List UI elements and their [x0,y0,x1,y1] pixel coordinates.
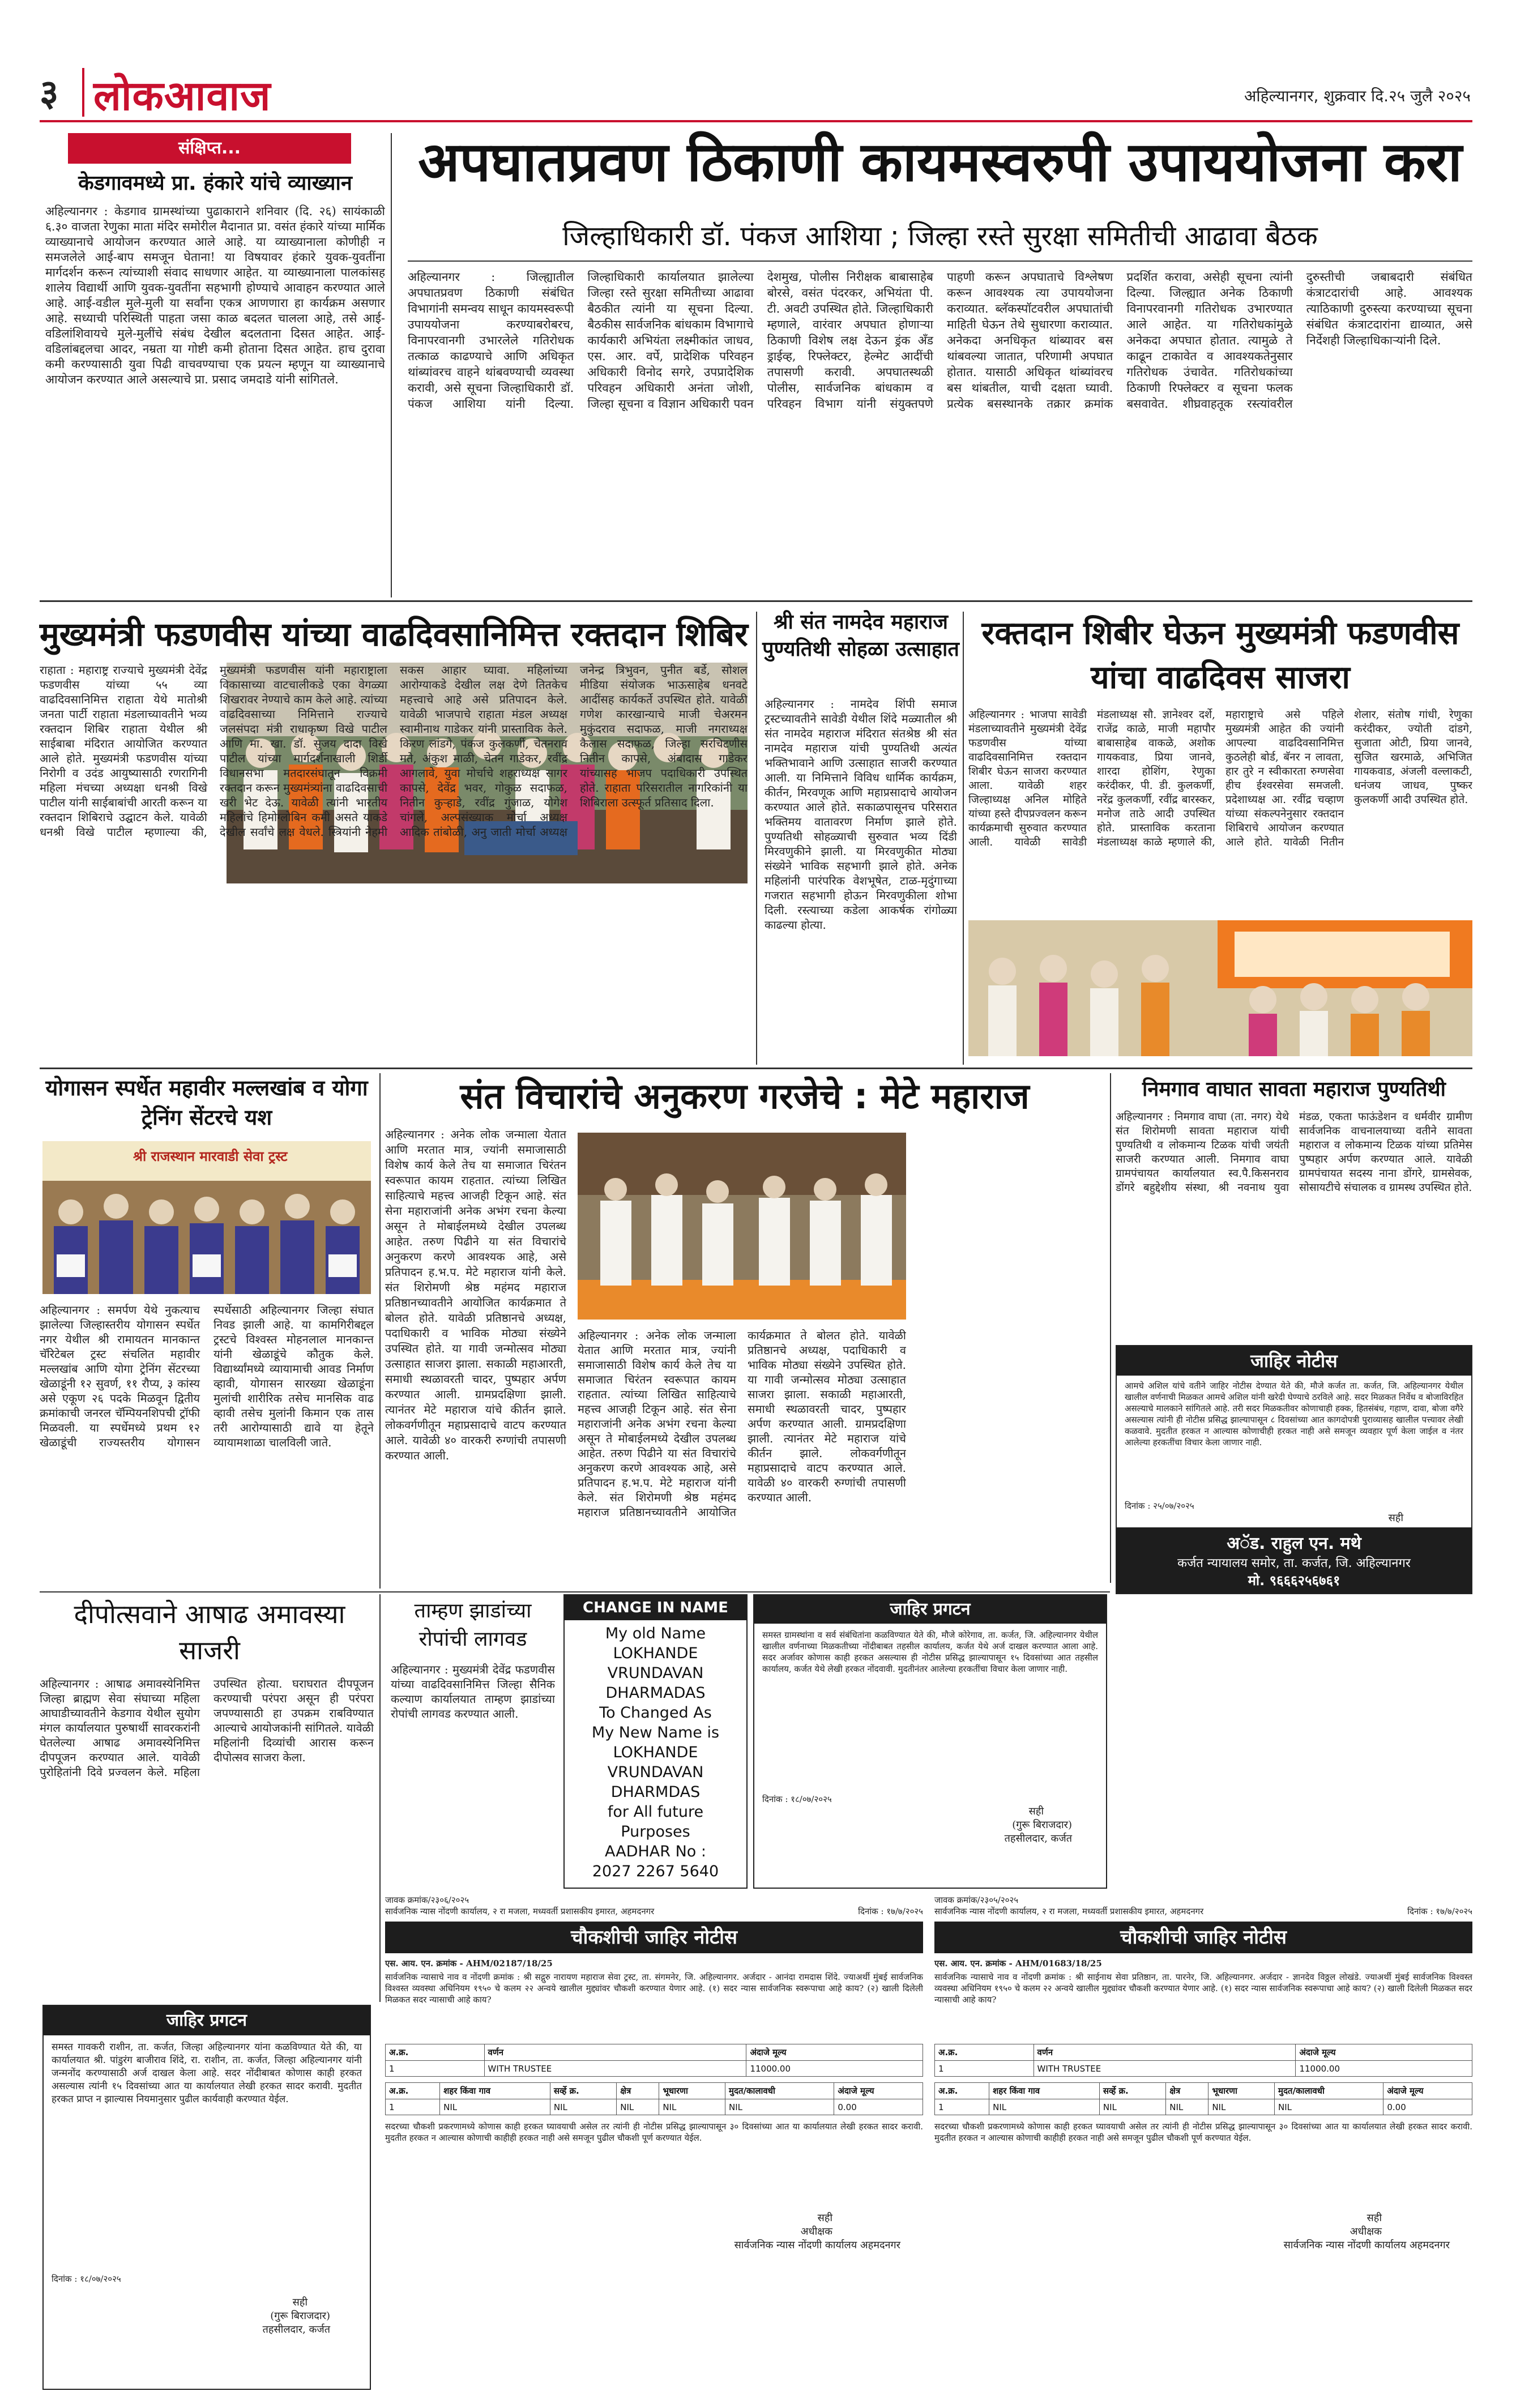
notice-rahul-box [1116,1345,1472,1594]
table-cell: 0.00 [834,2099,923,2115]
table-header-cell: अंदाजे मूल्य [746,2044,923,2061]
chaukashi-left-title: चौकशीची जाहिर नोटीस [385,1922,923,1953]
table-cell: WITH TRUSTEE [1034,2061,1296,2077]
tamhan-headline: ताम्हण झाडांच्या रोपांची लागवड [414,1599,532,1651]
mallakhamb-photo [42,1141,371,1294]
table-header-cell: अ.क्र. [935,2083,989,2099]
chaukashi-left-sign-label: सही [817,2212,832,2224]
mete-body-lower: अहिल्यानगर : अनेक लोक जन्माला येतात आणि मरतात मात्र, ज्यांनी समाजासाठी विशेष कार्य केले तेच या समाजात चिरंतन स्वरूपात कायम राहतात. त्यांच्या लिखित साहित्याचे महत्त्व आजही टिकून आहे. संत सेना महाराजांनी अनेक अभंग रचना केल्या असून ते मोबाईलमध्ये देखील उपलब्ध आहेत. तरुण पिढीने या संत विचारांचे अनुकरण करणे आवश्यक आहे, असे प्रतिपादन ह.भ.प. मेटे महाराज यांनी केले. संत शिरोमणी श्रेष्ठ महंमद महाराज प्रतिष्ठानच्यावतीने आयोजित कार्यक्रमात ते बोलत होते. यावेळी प्रतिष्ठानचे अध्यक्ष, पदाधिकारी व भाविक मोठ्या संख्येने उपस्थित होते. या गावी जन्मोत्सव मोठ्या उत्साहात साजरा झाला. सकाळी महाआरती, समाधी स्थळावरती चादर, पुष्पहार अर्पण करण्यात आली. ग्रामप्रदक्षिणा झाली. त्यानंतर मेटे महाराज यांचे कीर्तन झाले. लोकवर्गणीतून महाप्रसादाचे वाटप करण्यात आले. यावेळी ४० वारकरी रुग्णांची तपासणी करण्यात आली. [578,1329,906,1519]
col-divider [963,612,964,1065]
change-name-line: VRUNDAVAN [607,1764,704,1781]
chaukashi-right-date: दिनांक : १७/७/२०२५ [1407,1906,1472,1916]
notice-mid-box [753,1594,1107,1889]
chaukashi-left-footer: सदरच्या चौकशी प्रकरणामध्ये कोणास काही हरकत घ्यावयाची असेल तर त्यांनी ही नोटीस प्रसिद्ध झाल्यापासून ३० दिवसांच्या आत या कार्यालयात लेखी हरकत सादर करावी. मुदतीत हरकत न आल्यास कोणाची काहीही हरकत नाही असे समजून पुढील चौकशी पूर्ण करण्यात येईल. [385,2121,923,2143]
change-name-line: My old Name [605,1625,706,1642]
sankshipt-body: अहिल्यानगर : केडगाव ग्रामस्थांच्या पुढाकाराने शनिवार (दि. २६) सायंकाळी ६.३० वाजता रेणुका माता मंदिर समोरील मैदानात प्रा. वसंत हंकारे यांच्या मार्मिक व्याख्यानाचे आयोजन करण्यात आले आहे. या व्याख्यानाला कोणीही न समजलेले आई-बाप समजून घेताना! या विषयावर हंकारे युवक-युवतींना मार्गदर्शन करून त्यांच्याशी संवाद साधणार आहेत. या व्याख्यानाला पालकांसह शालेय विद्यार्थी आणि युवक-युवतींना सहभागी होण्याचे आवाहन करण्यात आले आहे. आई-वडील मुले-मुली या सर्वांना एकत्र आणणारा हा कार्यक्रम असणार आहे. सध्याची परिस्थिती पाहता जसा काळ बदलत चालला आहे, तसे आई-वडिलांशिवायचे मुले-मुलींचे संबंध देखील बदलताना दिसत आहेत. आई-वडिलांबद्दलचा आदर, नम्रता या गोष्टी कमी होताना दिसत आहेत. हाच दुरावा कमी करण्यासाठी युवा पिढी वाचवण्याचा एक प्रयत्न म्हणून या व्याख्यानाचे आयोजन करण्यात आले असल्याचे प्रा. प्रसाद जमदाडे यांनी सांगितले. [45,204,385,386]
table-row [935,2061,1472,2077]
change-name-line: To Changed As [599,1704,712,1722]
notice-rahul-signature: अॅड. राहुल एन. मथे [1227,1534,1361,1553]
page-number: ३ [40,72,59,114]
chaukashi-left-table [385,2044,923,2077]
mete-photo [578,1133,906,1320]
raktadan-left-body: राहाता : महाराष्ट्र राज्याचे मुख्यमंत्री देवेंद्र फडणवीस यांच्या ५५ व्या वाढदिवसानिमित्त राहाता येथे मातोश्री जनता पार्टी राहाता मंडलाच्यावतीने भव्य रक्तदान शिबिर राहाता येथील श्री साईबाबा मंदिरात आयोजित करण्यात आले होते. मुख्यमंत्री फडणवीस यांच्या निरोगी व उदंड आयुष्यासाठी रणरागिनी महिला मंचच्या अध्यक्षा धनश्री विखे पाटील यांनी साईबाबांची आरती करून या रक्तदान शिबिराचे उद्घाटन केले. यावेळी धनश्री विखे पाटील म्हणाल्या की, मुख्यमंत्री फडणवीस यांनी महाराष्ट्राला विकासाच्या वाटचालीकडे एका वेगळ्या शिखरावर नेण्याचे काम केले आहे. त्यांच्या वाढदिवसाच्या निमित्ताने राज्याचे जलसंपदा मंत्री राधाकृष्ण विखे पाटील आणि मा. खा. डॉ. सुजय दादा विखे पाटील यांच्या मार्गदर्शनाखाली शिर्डी विधानसभा मतदारसंघातून विक्रमी रक्तदान करून मुख्यमंत्र्यांना वाढदिवसाची खरी भेट देऊ. यावेळी त्यांनी भारतीय महिलांचे हिमोग्लोबिन कमी असते याकडे देखील सर्वांचे लक्ष वेधले. स्त्रियांनी नेहमी सकस आहार घ्यावा. महिलांच्या आरोग्याकडे देखील लक्ष देणे तितकेच महत्त्वाचे आहे असे प्रतिपादन केले. यावेळी भाजपाचे राहाता मंडल अध्यक्ष स्वामीनाथ गाडेकर यांनी प्रास्ताविक केले. किरण लांडगे, पंकज कुलकर्णी, चेतनराव मते, अंकुश माळी, चेतन गाडेकर, रवींद्र आगलावे, युवा मोर्चाचे शहराध्यक्ष सागर कापसे, देवेंद्र भवर, गोकुळ सदाफळ, नितीन कुऱ्हाडे, रवींद्र गुंजाळ, योगेश चांगले, अल्पसंख्याक मोर्चा अध्यक्ष आदिक तांबोळी, अनु जाती मोर्चा अध्यक्ष जनेन्द्र त्रिभुवन, पुनीत बर्डे, सोशल मीडिया संयोजक भाऊसाहेब धनवटे आदींसह कार्यकर्ते उपस्थित होते. यावेळी गणेश कारखान्याचे माजी चेअरमन मुकुंदराव सदाफळ, माजी नगराध्यक्ष कैलास सदाफळ, जिल्हा सरचिटणीस नितीन कापसे, अंबादास गाडेकर यांच्यासह भाजप पदाधिकारी उपस्थित होते. राहाता परिसरातील नागरिकांनी या शिबिराला उत्स्फूर्त प्रतिसाद दिला. [40,663,748,839]
masthead-divider [82,68,84,117]
change-name-line: LOKHANDE [613,1744,698,1761]
notice-rahul-phone: मो. ९६६६२५६७६१ [1248,1573,1340,1589]
table-cell: NIL [550,2099,616,2115]
change-name-line: VRUNDAVAN [607,1664,704,1682]
table-header-cell: अंदाजे मूल्य [1296,2044,1472,2061]
section-rule [40,600,1472,602]
table-cell: 1 [386,2061,485,2077]
chaukashi-right-sign-label: सही [1366,2212,1382,2224]
table-header-cell: भूधारणा [1208,2083,1275,2099]
lead-body: अहिल्यानगर : जिल्ह्यातील अपघातप्रवण ठिकाणी संबंधित विभागांनी समन्वय साधून कायमस्वरूपी उपाययोजना करण्याबरोबरच, विनापरवानगी उभारलेले गतिरोधक तत्काळ काढण्याचे आणि अधिकृत थांब्यांवरच वाहने थांबवण्याची व्यवस्था करावी, असे सूचना जिल्हाधिकारी डॉ. पंकज आशिया यांनी दिल्या. जिल्हाधिकारी कार्यालयात झालेल्या जिल्हा रस्ते सुरक्षा समितीच्या आढावा बैठकीत त्यांनी या सूचना दिल्या. बैठकीस सार्वजनिक बांधकाम विभागाचे कार्यकारी अभियंता लक्ष्मीकांत जाधव, एस. आर. वर्पे, प्रादेशिक परिवहन अधिकारी विनोद सगरे, उपप्रादेशिक परिवहन अधिकारी अनंता जोशी, जिल्हा सूचना व विज्ञान अधिकारी पवन देशमुख, पोलीस निरीक्षक बाबासाहेब बोरसे, वसंत पंदरकर, अभियंता पी. टी. अवटी उपस्थित होते. जिल्हाधिकारी म्हणाले, वारंवार अपघात होणाऱ्या ठिकाणी विशेष लक्ष देऊन ड्रंक अँड ड्राईव्ह, रिफ्लेक्टर, हेल्मेट आदींची तपासणी करावी. अपघातस्थळी पोलीस, सार्वजनिक बांधकाम व परिवहन विभाग यांनी संयुक्तपणे पाहणी करून अपघाताचे विश्लेषण करून आवश्यक त्या उपाययोजना कराव्यात. ब्लॅकस्पॉटवरील अपघातांची माहिती घेऊन तेथे सुधारणा कराव्यात. अनेकदा अनधिकृत थांब्यावर बस थांबवल्या जातात, परिणामी अपघात होतात. यासाठी अधिकृत थांब्यांवरच बस थांबतील, याची दक्षता घ्यावी. प्रत्येक बसस्थानके तक्रार क्रमांक प्रदर्शित करावा, असेही सूचना त्यांनी दिल्या. जिल्ह्यात अनेक ठिकाणी विनापरवानगी गतिरोधक उभारण्यात आले आहेत. या गतिरोधकांमुळे अनेकदा अपघात होतात. त्यामुळे ते काढून टाकावेत व आवश्यकतेनुसार गतिरोधक उंचावेत. गतिरोधकांच्या ठिकाणी रिफ्लेक्टर व सूचना फलक बसवावेत. शीघ्रवाहतूक रस्त्यांवरील दुरुस्तीची जबाबदारी संबंधित कंत्राटदारांची आहे. आवश्यक त्याठिकाणी दुरुस्त्या करण्याच्या सूचना संबंधित कंत्राटदारांना द्याव्यात, असे निर्देशही जिल्हाधिकाऱ्यांनी दिले. [408,270,1472,411]
newspaper-logo: लोकआवाज [93,72,271,119]
notice-left-signature: (गुरू बिराजदार) [270,2310,330,2322]
lead-subhead: जिल्हाधिकारी डॉ. पंकज आशिया ; जिल्हा रस्ते सुरक्षा समितीची आढावा बैठक [562,220,1318,252]
mete-headline: संत विचारांचे अनुकरण गरजेचे : मेटे महाराज [460,1075,1030,1117]
chaukashi-left-intro: सार्वजनिक न्यासाचे नाव व नोंदणी क्रमांक : श्री सद्गुरु नारायण महाराज सेवा ट्रस्ट, ता. संगमनेर, जि. अहिल्यानगर. अर्जदार - आनंदा रामदास शिंदे. ज्याअर्थी मुंबई सार्वजनिक विश्वस्त व्यवस्था अधिनियम १९५० चे कलम २२ अन्वये खालील मुद्द्यांवर चौकशी करण्यात येणार आहे. (१) सदर न्यास सार्वजनिक स्वरूपाचा आहे काय? (२) खाली दिलेली मिळकत सदर न्यासाची आहे काय? [385,1972,923,2005]
change-name-line: Purposes [621,1823,690,1841]
table-header-cell: क्षेत्र [617,2083,659,2099]
chaukashi-right-footer: सदरच्या चौकशी प्रकरणामध्ये कोणास काही हरकत घ्यावयाची असेल तर त्यांनी ही नोटीस प्रसिद्ध झाल्यापासून ३० दिवसांच्या आत या कार्यालयात लेखी हरकत सादर करावी. मुदतीत हरकत न आल्यास कोणाची काहीही हरकत नाही असे समजून पुढील चौकशी पूर्ण करण्यात येईल. [934,2121,1472,2143]
chaukashi-left [385,1894,923,2393]
deepotsav-body: अहिल्यानगर : आषाढ अमावस्येनिमित्त जिल्हा ब्राह्मण सेवा संघाच्या महिला आघाडीच्यावतीने केडगाव येथील सुयोग मंगल कार्यालयात पुरुषार्थी सावरकरांनी घेतलेल्या आषाढ अमावस्येनिमित्त दीपपूजन करण्यात आले. यावेळी पुरोहितांनी दिवे प्रज्वलन केले. महिला उपस्थित होत्या. घराघरात दीपपूजन करण्याची परंपरा असून ही परंपरा जपण्यासाठी हा उपक्रम राबविण्यात आल्याचे आयोजकांनी सांगितले. यावेळी महिलांनी दिव्यांची आरास करून दीपोत्सव साजरा केला. [40,1677,374,1779]
table-cell: NIL [617,2099,659,2115]
table-cell: NIL [989,2099,1100,2115]
mallakhamb-headline: योगासन स्पर्धेत महावीर मल्लखांब व योगा ट्रेनिंग सेंटरचे यश [45,1075,368,1130]
notice-mid-signature: (गुरू बिराजदार) [1012,1819,1072,1831]
sankshipt-headline: केडगावमध्ये प्रा. हंकारे यांचे व्याख्यान [78,172,352,195]
section-rule [40,1591,1110,1592]
table-header-cell: क्षेत्र [1166,2083,1208,2099]
nimgav-body: अहिल्यानगर : निमगाव वाघा (ता. नगर) येथे संत शिरोमणी सावता महाराज यांची पुण्यतिथी व लोकमान्य टिळक यांची जयंती साजरी करण्यात आली. निमगाव वाघा ग्रामपंचायत कार्यालयात स्व.पै.किसनराव डोंगरे बहुद्देशीय संस्था, श्री नवनाथ युवा मंडळ, एकता फाऊंडेशन व धर्मवीर ग्रामीण सार्वजनिक वाचनालयाच्या वतीने सावता महाराज व लोकमान्य टिळक यांच्या प्रतिमेस पुष्पहार अर्पण करण्यात आले. यावेळी ग्रामपंचायत सदस्य नाना डोंगरे, ग्रामसेवक, सोसायटीचे संचालक व ग्रामस्थ उपस्थित होते. [1116,1111,1472,1194]
lead-headline: अपघातप्रवण ठिकाणी कायमस्वरुपी उपाययोजना करा [418,130,1462,194]
table-cell: 0.00 [1383,2099,1472,2115]
notice-mid-date: दिनांक : १८/०७/२०२५ [762,1794,832,1804]
change-name-lines [565,1620,746,1881]
nimgav-headline: निमगाव वाघात सावता महाराज पुण्यतिथी [1142,1078,1446,1101]
masthead-rule [40,120,1472,122]
notice-left-date: दिनांक : १८/०७/२०२५ [52,2274,121,2284]
notice-rahul-date: दिनांक : २५/०७/२०२५ [1125,1501,1194,1511]
table-header-cell: वर्णन [1034,2044,1296,2061]
table-cell: 1 [386,2099,440,2115]
notice-rahul-sign-label: सही [1388,1512,1403,1524]
chaukashi-left-signature: अधीक्षक [800,2226,832,2238]
notice-mid-office: तहसीलदार, कर्जत [1004,1833,1072,1845]
raktadan-left-headline: मुख्यमंत्री फडणवीस यांच्या वाढदिवसानिमित्त रक्तदान शिबिर [40,615,748,654]
table-header-cell: अंदाजे मूल्य [1383,2083,1472,2099]
table-header-cell: अ.क्र. [935,2044,1034,2061]
chaukashi-left-property-table [385,2082,923,2115]
change-name-line: DHARMDAS [610,1783,701,1801]
table-cell: NIL [440,2099,550,2115]
chaukashi-left-ref: जावक क्रमांक/२३०६/२०२५ [385,1895,469,1905]
notice-mid-body: समस्त ग्रामस्थांना व सर्व संबंधितांना कळविण्यात येते की, मौजे कोरेगाव, ता. कर्जत, जि. अहिल्यानगर येथील खालील वर्णनाच्या मिळकतीच्या नोंदीबाबत तहसील कार्यालय, कर्जत येथे अर्ज दाखल करण्यात आला आहे. सदर अर्जावर कोणास काही हरकत असल्यास ही नोटीस प्रसिद्ध झाल्यापासून १५ दिवसांच्या आत तहसील कार्यालय, कर्जत येथे लेखी हरकत नोंदवावी. मुदतीनंतर आलेल्या हरकतींचा विचार केला जाणार नाही. [762,1630,1098,1674]
raktadan-right-headline: रक्तदान शिबीर घेऊन मुख्यमंत्री फडणवीस यांचा वाढदिवस साजरा [981,615,1459,696]
notice-left-office: तहसीलदार, कर्जत [262,2324,330,2336]
table-cell: NIL [1099,2099,1165,2115]
table-header-cell: अंदाजे मूल्य [834,2083,923,2099]
change-name-line: My New Name is [591,1724,720,1741]
table-cell: 11000.00 [746,2061,923,2077]
col-divider [756,612,757,1065]
chaukashi-right-table [934,2044,1472,2077]
chaukashi-left-date: दिनांक : १७/७/२०२५ [858,1906,923,1916]
namdev-headline: श्री संत नामदेव महाराज पुण्यतिथी सोहळा उत्साहात [762,610,959,661]
mallakhamb-body: अहिल्यानगर : समर्पण येथे नुकत्याच झालेल्या जिल्हास्तरीय योगासन स्पर्धेत नगर येथील श्री रामायतन मानकान्त चॅरिटेबल ट्रस्ट संचलित महावीर मल्लखांब आणि योगा ट्रेनिंग सेंटरच्या खेळाडूंनी १२ सुवर्ण, ११ रौप्य, ३ कांस्य असे एकूण २६ पदके मिळवून द्वितीय क्रमांकाची जनरल चॅम्पियनशिपची ट्रॉफी मिळवली. या स्पर्धेमध्ये प्रथम १२ खेळाडूंची राज्यस्तरीय योगासन स्पर्धेसाठी अहिल्यानगर जिल्हा संघात निवड झाली आहे. या कामगिरीबद्दल ट्रस्टचे विश्वस्त मोहनलाल मानकान्त यांनी खेळाडूंचे कौतुक केले. विद्यार्थ्यांमध्ये व्यायामाची आवड निर्माण व्हावी, योगासन सारख्या खेळाडूंना मुलांची शारीरिक तसेच मानसिक वाढ व्हावी तसेच मुलांनी किमान एक तास तरी आरोग्यासाठी द्यावे या हेतूने व्यायामशाळा चालविली जाते. [40,1303,374,1449]
notice-rahul-address: कर्जत न्यायालय समोर, ता. कर्जत, जि. अहिल्यानगर [1177,1556,1411,1570]
notice-rahul-body: आमचे अशिल यांचे वतीने जाहिर नोटीस देण्यात येते की, मौजे कर्जत ता. कर्जत, जि. अहिल्यानगर येथील खालील वर्णनाची मिळकत आमचे अशिल यांनी खरेदी घेण्याचे ठरविले आहे. सदर मिळकत निर्वेध व बोजाविरहित असल्याचे मालकाने सांगितले आहे. तरी सदर मिळकतीवर कोणाचाही हक्क, हितसंबंध, गहाण, दावा, बोजा वगैरे असल्यास त्यांनी ही नोटीस प्रसिद्ध झाल्यापासून ८ दिवसांच्या आत कागदोपत्री पुराव्यासह खालील पत्त्यावर लेखी कळवावे. मुदतीत हरकत न आल्यास कोणाचीही हरकत नाही असे समजून व्यवहार पूर्ण केला जाईल व नंतर आलेल्या हरकतींचा विचार केला जाणार नाही. [1125,1381,1463,1448]
raktadan-right-photo [968,920,1472,1056]
chaukashi-right-office-line: सार्वजनिक न्यास नोंदणी कार्यालय, २ रा मजला, मध्यवर्ती प्रशासकीय इमारत, अहमदनगर [934,1906,1204,1916]
table-header-cell: वर्णन [484,2044,746,2061]
table-cell: WITH TRUSTEE [484,2061,746,2077]
notice-left-body: समस्त गावकरी राशीन, ता. कर्जत, जिल्हा अहिल्यानगर यांना कळविण्यात येते की, या कार्यालयात श्री. पांडुरंग बाजीराव शिंदे, रा. राशीन, ता. कर्जत, जिल्हा अहिल्यानगर यांनी जन्मनोंद करण्यासाठी अर्ज दाखल केला आहे. सदर नोंदीबाबत कोणास काही हरकत असल्यास त्यांनी १५ दिवसांच्या आत या कार्यालयात लेखी हरकत सादर करावी. मुदतीत हरकत प्राप्त न झाल्यास नियमानुसार पुढील कार्यवाही करण्यात येईल. [52,2042,362,2105]
notice-left-box [42,2005,371,2390]
table-cell: NIL [1166,2099,1208,2115]
deepotsav-headline: दीपोत्सवाने आषाढ अमावस्या साजरी [74,1599,345,1666]
chaukashi-right-title: चौकशीची जाहिर नोटीस [934,1922,1472,1953]
chaukashi-right [934,1894,1472,2393]
chaukashi-right-signature: अधीक्षक [1350,2226,1382,2238]
col-divider [379,1073,381,1589]
col-divider [1110,1073,1111,1583]
table-header-cell: शहर किंवा गाव [440,2083,550,2099]
table-header-cell: सर्व्हे क्र. [550,2083,616,2099]
table-header-cell: मुदत/कालावधी [1274,2083,1383,2099]
namdev-body: अहिल्यानगर : नामदेव शिंपी समाज ट्रस्टच्यावतीने सावेडी येथील शिंदे मळ्यातील श्री संत नामदेव महाराज मंदिरात संतश्रेष्ठ श्री संत नामदेव महाराज यांची पुण्यतिथी अत्यंत भक्तिभावाने आणि उत्साहात साजरी करण्यात आली. या निमित्ताने विविध धार्मिक कार्यक्रम, कीर्तन, मिरवणूक आणि महाप्रसादाचे आयोजन करण्यात आले होते. सकाळपासूनच परिसरात भक्तिमय वातावरण निर्माण झाले होते. पुण्यतिथी सोहळ्याची सुरुवात भव्य दिंडी मिरवणुकीने झाली. या मिरवणुकीत मोठ्या संख्येने भाविक सहभागी झाले होते. अनेक महिलांनी पारंपरिक वेशभूषेत, टाळ-मृदुंगाच्या गजरात सहभागी होऊन मिरवणुकीला शोभा दिली. रस्त्याच्या कडेला आकर्षक रांगोळ्या काढल्या होत्या. [765,697,957,932]
chaukashi-left-office: सार्वजनिक न्यास नोंदणी कार्यालय अहमदनगर [734,2239,900,2251]
table-cell: 1 [935,2099,989,2115]
chaukashi-left-office-line: सार्वजनिक न्यास नोंदणी कार्यालय, २ रा मजला, मध्यवर्ती प्रशासकीय इमारत, अहमदनगर [385,1906,655,1916]
table-header-cell: शहर किंवा गाव [989,2083,1100,2099]
change-name-line: 2027 2267 5640 [592,1863,719,1880]
table-row [386,2061,923,2077]
change-name-line: for All future [607,1803,704,1821]
table-cell: NIL [1274,2099,1383,2115]
table-cell: NIL [659,2099,725,2115]
table-cell: NIL [725,2099,834,2115]
table-header-cell: अ.क्र. [386,2083,440,2099]
table-header-cell: अ.क्र. [386,2044,485,2061]
change-name-title: CHANGE IN NAME [565,1595,746,1620]
section-rule [40,1068,1472,1069]
chaukashi-right-case-no: एस. आय. एन. क्रमांक - AHM/01683/18/25 [934,1958,1102,1969]
notice-left-sign-label: सही [292,2296,308,2308]
table-header-cell: मुदत/कालावधी [725,2083,834,2099]
change-name-line: LOKHANDE [613,1645,698,1662]
col-divider [379,1594,381,2002]
dateline: अहिल्यानगर, शुक्रवार दि.२५ जुलै २०२५ [1244,87,1471,105]
notice-left-title: जाहिर प्रगटन [44,2006,370,2035]
chaukashi-right-intro: सार्वजनिक न्यासाचे नाव व नोंदणी क्रमांक : श्री साईनाथ सेवा प्रतिष्ठान, ता. पारनेर, जि. अहिल्यानगर. अर्जदार - ज्ञानदेव विठ्ठल लोखंडे. ज्याअर्थी मुंबई सार्वजनिक विश्वस्त व्यवस्था अधिनियम १९५० चे कलम २२ अन्वये खालील मुद्द्यांवर चौकशी करण्यात येणार आहे. (१) सदर न्यास सार्वजनिक स्वरूपाचा आहे काय? (२) खाली दिलेली मिळकत सदर न्यासाची आहे काय? [934,1972,1472,2005]
tamhan-body: अहिल्यानगर : मुख्यमंत्री देवेंद्र फडणवीस यांच्या वाढदिवसानिमित्त जिल्हा सैनिक कल्याण कार्यालयात ताम्हण झाडांच्या रोपांची लागवड करण्यात आली. [391,1663,555,1720]
chaukashi-right-property-table [934,2082,1472,2115]
raktadan-right-body: अहिल्यानगर : भाजपा सावेडी मंडलाच्यावतीने मुख्यमंत्री देवेंद्र फडणवीस यांच्या वाढदिवसानिमित्त रक्तदान शिबीर घेऊन साजरा करण्यात आला. यावेळी शहर जिल्हाध्यक्ष अनिल मोहिते यांच्या हस्ते दीपप्रज्वलन करून कार्यक्रमाची सुरुवात करण्यात आली. यावेळी सावेडी मंडलाध्यक्ष सौ. ज्ञानेश्वर दर्शे, राजेंद्र काळे, माजी महापौर बाबासाहेब वाकळे, अशोक गायकवाड, प्रिया जानवे, शारदा होशिंग, रेणुका करंदीकर, पी. डी. कुलकर्णी, नरेंद्र कुलकर्णी, रवींद्र बारस्कर, मनोज ताठे आदी उपस्थित होते. प्रास्ताविक करताना मंडलाध्यक्ष काळे म्हणाले की, महाराष्ट्राचे असे पहिले मुख्यमंत्री आहेत की ज्यांनी आपल्या वाढदिवसानिमित्त कुठलेही बोर्ड, बॅनर न लावता, हार तुरे न स्वीकारता रुग्णसेवा हीच ईश्वरसेवा समजली. प्रदेशाध्यक्ष आ. रवींद्र चव्हाण यांच्या संकल्पनेनुसार रक्तदान शिबिराचे आयोजन करण्यात आले होते. यावेळी नितीन शेलार, संतोष गांधी, रेणुका करंदीकर, ज्योती दांडगे, सुजाता ओटी, प्रिया जानवे, सुजित खरमाळे, अभिजित गायकवाड, अंजली वल्लाकटी, धनंजय जाधव, पुष्कर कुलकर्णी आदी उपस्थित होते. [968,708,1472,848]
table-row [386,2099,923,2115]
col-divider [391,133,392,597]
lead-subhead-rule [408,261,1472,262]
chaukashi-left-case-no: एस. आय. एन. क्रमांक - AHM/02187/18/25 [385,1958,553,1969]
table-row [935,2099,1472,2115]
change-name-box [563,1594,748,1889]
table-cell: 11000.00 [1296,2061,1472,2077]
change-name-line: AADHAR No : [605,1843,706,1860]
table-header-cell: भूधारणा [659,2083,725,2099]
notice-mid-sign-label: सही [1028,1805,1044,1817]
sankshipt-label: संक्षिप्त... [68,133,351,164]
chaukashi-right-ref: जावक क्रमांक/२३०५/२०२५ [934,1895,1019,1905]
notice-rahul-title: जाहिर नोटीस [1117,1346,1471,1376]
chaukashi-right-office: सार्वजनिक न्यास नोंदणी कार्यालय अहमदनगर [1283,2239,1450,2251]
mete-body-col1: अहिल्यानगर : अनेक लोक जन्माला येतात आणि मरतात मात्र, ज्यांनी समाजासाठी विशेष कार्य केले तेच या समाजात चिरंतन स्वरूपात कायम राहतात. त्यांच्या लिखित साहित्याचे महत्त्व आजही टिकून आहे. संत सेना महाराजांनी अनेक अभंग रचना केल्या असून ते मोबाईलमध्ये देखील उपलब्ध आहेत. तरुण पिढीने या संत विचारांचे अनुकरण करणे आवश्यक आहे, असे प्रतिपादन ह.भ.प. मेटे महाराज यांनी केले. संत शिरोमणी श्रेष्ठ महंमद महाराज प्रतिष्ठानच्यावतीने आयोजित कार्यक्रमात ते बोलत होते. यावेळी प्रतिष्ठानचे अध्यक्ष, पदाधिकारी व भाविक मोठ्या संख्येने उपस्थित होते. या गावी जन्मोत्सव मोठ्या उत्साहात साजरा झाला. सकाळी महाआरती, समाधी स्थळावरती चादर, पुष्पहार अर्पण करण्यात आली. ग्रामप्रदक्षिणा झाली. त्यानंतर मेटे महाराज यांचे कीर्तन झाले. लोकवर्गणीतून महाप्रसादाचे वाटप करण्यात आले. यावेळी ४० वारकरी रुग्णांची तपासणी करण्यात आली. [385,1128,566,1462]
mallakhamb-photo-banner: श्री राजस्थान मारवाडी सेवा ट्रस्ट [133,1149,288,1164]
table-cell: 1 [935,2061,1034,2077]
table-header-cell: सर्व्हे क्र. [1099,2083,1165,2099]
change-name-line: DHARMADAS [605,1684,706,1702]
table-cell: NIL [1208,2099,1275,2115]
notice-mid-title: जाहिर प्रगटन [754,1595,1106,1624]
